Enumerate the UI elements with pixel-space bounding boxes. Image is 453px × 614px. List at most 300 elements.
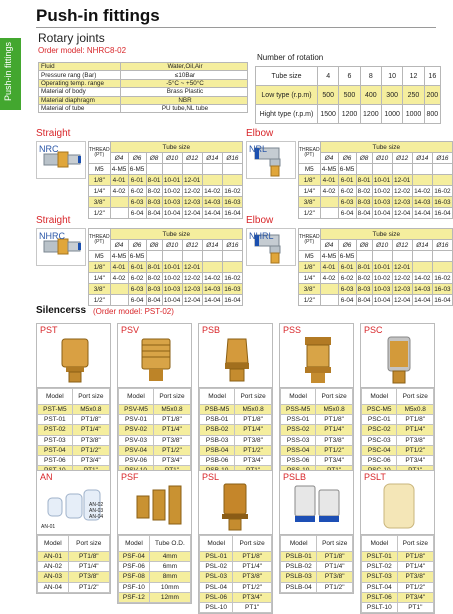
silencer-cell: PSL-10	[200, 602, 233, 612]
fit-cell	[412, 164, 432, 175]
fitting-section-title: Straight	[36, 128, 71, 139]
silencer-head-cell: Model	[38, 536, 69, 552]
rotation-cell: Hight type (r.p.m)	[256, 105, 318, 124]
fit-cell: 12-02	[394, 274, 411, 282]
fit-cell: 8-04	[147, 209, 161, 217]
rotation-cell: 250	[403, 86, 424, 105]
fitting-section-title: Straight	[36, 215, 71, 226]
silencer-cell: PT3/8"	[153, 435, 190, 445]
fit-cell: M5	[299, 251, 321, 262]
silencer-cell: PSB-M5	[200, 405, 235, 415]
fit-size-cell: Ø4	[320, 240, 338, 251]
silencer-row	[119, 435, 191, 445]
rotation-cell: Low type (r.p.m)	[256, 86, 318, 105]
silencer-cell: PT1/2"	[233, 582, 272, 592]
fit-cell: 4-M5	[111, 165, 127, 173]
rotation-table	[255, 66, 441, 124]
fit-cell	[432, 164, 452, 175]
fit-cell: 6-04	[128, 208, 146, 219]
fit-cell: 14-02	[414, 274, 431, 282]
fit-cell	[356, 164, 372, 175]
fit-cell: 14-02	[204, 187, 221, 195]
silencer-cell: PSLB-01	[281, 552, 317, 562]
fit-cell	[392, 164, 412, 175]
an-variant-label: AN-01	[41, 524, 56, 530]
fitting-model-name: NHRC	[39, 231, 65, 241]
silencer-cell: PST-06	[38, 455, 73, 465]
silencer-cell: PT1/4"	[72, 425, 109, 435]
silencer-cell: PSC-03	[362, 435, 397, 445]
fit-size-cell: Ø14	[202, 153, 222, 164]
silencer-row	[362, 602, 434, 612]
fitting-section-title: Elbow	[246, 215, 274, 226]
fit-cell	[162, 164, 182, 175]
silencer-head-cell: Port size	[72, 389, 109, 405]
silencer-cell: PT1/4"	[68, 562, 109, 572]
fit-cell: 14-04	[414, 209, 431, 217]
silencers-title: Silencerss	[36, 305, 87, 316]
fit-row	[299, 273, 453, 284]
spec-value: NBR	[121, 96, 248, 104]
fit-cell	[222, 251, 242, 262]
silencer-row	[200, 592, 272, 602]
fit-cell: 6-02	[338, 186, 356, 197]
spec-row	[39, 96, 248, 104]
silencer-cell: PT3/8"	[233, 572, 272, 582]
thread-label: THREAD (PT)	[299, 142, 321, 164]
fit-cell: 3/8"	[89, 197, 111, 208]
silencer-cell: 10mm	[149, 582, 190, 592]
silencer-head-cell: Model	[281, 536, 317, 552]
fit-cell	[432, 251, 452, 262]
fitting-model-name: NRC	[39, 144, 59, 154]
silencer-table	[199, 535, 272, 613]
silencer-head-cell: Model	[362, 389, 397, 405]
silencer-cell: PT1"	[233, 602, 272, 612]
silencer-cell: 8mm	[149, 572, 190, 582]
silencer-icon	[123, 333, 189, 387]
silencer-cell: PSLB-04	[281, 582, 317, 592]
fit-cell: 10-03	[373, 198, 391, 206]
silencer-cell: PT1/8"	[317, 552, 353, 562]
rotation-row	[256, 86, 441, 105]
fit-cell: 10-03	[163, 198, 181, 206]
fitting-section-title: Elbow	[246, 128, 274, 139]
silencer-icon	[285, 333, 351, 387]
fit-cell: 16-02	[224, 274, 241, 282]
silencer-head-cell: Model	[119, 389, 154, 405]
silencer-head-cell: Port size	[397, 389, 434, 405]
fit-size-row	[89, 153, 243, 164]
fitting-image	[246, 141, 296, 179]
silencer-head-row	[281, 536, 353, 552]
silencer-cell: PSLB-03	[281, 572, 317, 582]
fit-row	[89, 186, 243, 197]
fit-cell: 14-03	[414, 285, 431, 293]
fit-head-row	[89, 142, 243, 153]
fit-cell	[412, 175, 432, 186]
silencer-cell: PSLT-01	[362, 552, 398, 562]
tube-size-head: Tube size	[320, 142, 452, 153]
silencer-cell: PSF-04	[119, 552, 150, 562]
fit-cell: 14-04	[414, 296, 431, 304]
silencer-row	[119, 552, 191, 562]
fit-cell: 8-02	[147, 274, 161, 282]
fit-cell	[162, 251, 182, 262]
silencer-row	[38, 455, 110, 465]
silencer-cell: PT3/8"	[316, 435, 353, 445]
silencer-cell: M5x0.8	[72, 405, 109, 415]
silencer-image	[280, 471, 353, 535]
silencer-cell: AN-03	[38, 572, 69, 582]
spec-key: Material of body	[39, 88, 121, 96]
silencer-cell: PSF-12	[119, 592, 150, 602]
silencer-row	[200, 602, 272, 612]
fit-cell: 16-02	[224, 187, 241, 195]
silencer-image	[118, 324, 191, 388]
fit-size-cell: Ø10	[372, 153, 392, 164]
fit-cell: 6-04	[338, 295, 356, 306]
fit-row	[299, 208, 453, 219]
fit-cell	[182, 251, 202, 262]
silencer-cell: PT1/2"	[316, 445, 353, 455]
fit-size-cell: Ø16	[222, 240, 242, 251]
silencer-card	[36, 470, 111, 594]
fit-cell: 14-03	[414, 198, 431, 206]
rotation-cell: 1200	[360, 105, 381, 124]
silencer-cell: PT1/8"	[235, 415, 272, 425]
fit-cell	[412, 262, 432, 273]
fit-cell: 1/4"	[89, 186, 111, 197]
silencer-head-cell: Tube O.D.	[149, 536, 190, 552]
fit-cell: 1/8"	[89, 262, 111, 273]
fit-cell: 16-04	[224, 296, 241, 304]
silencer-icon	[366, 333, 432, 387]
silencer-row	[119, 445, 191, 455]
silencer-head-cell: Model	[119, 536, 150, 552]
fit-cell: 14-04	[204, 209, 221, 217]
silencer-cell: PT1/4"	[317, 562, 353, 572]
fit-row	[89, 262, 243, 273]
silencer-model-name: PSS	[283, 325, 302, 335]
fit-size-cell: Ø6	[338, 240, 356, 251]
fit-size-cell: Ø14	[202, 240, 222, 251]
fitting-image	[246, 228, 296, 266]
fit-cell	[392, 251, 412, 262]
silencer-cell: PSB-03	[200, 435, 235, 445]
silencer-cell: PSS-04	[281, 445, 316, 455]
silencer-row	[281, 435, 353, 445]
silencer-cell: PT1/8"	[233, 552, 272, 562]
fit-cell: 1/2"	[89, 208, 111, 219]
silencer-icon	[285, 480, 351, 534]
fit-size-cell: Ø14	[412, 240, 432, 251]
fit-size-cell: Ø10	[372, 240, 392, 251]
fit-cell: 8-01	[147, 263, 161, 271]
fit-row	[89, 251, 243, 262]
silencer-cell: PSB-01	[200, 415, 235, 425]
silencer-row	[119, 582, 191, 592]
silencer-row	[281, 415, 353, 425]
fit-cell: 3/8"	[89, 284, 111, 295]
silencer-cell: PSC-02	[362, 425, 397, 435]
silencer-model-name: AN	[40, 472, 53, 482]
fit-row	[89, 175, 243, 186]
fit-cell: 6-M5	[339, 165, 355, 173]
thread-label: THREAD (PT)	[299, 229, 321, 251]
silencer-row	[362, 415, 434, 425]
fit-cell	[146, 251, 162, 262]
silencer-cell: PT3/8"	[72, 435, 109, 445]
fit-cell: 10-04	[163, 209, 181, 217]
silencer-cell: AN-02	[38, 562, 69, 572]
silencer-row	[38, 562, 110, 572]
silencer-card	[198, 470, 273, 614]
fit-cell: 10-03	[163, 285, 181, 293]
fit-cell: 10-01	[163, 176, 181, 184]
silencer-cell: M5x0.8	[316, 405, 353, 415]
silencer-head-cell: Model	[38, 389, 73, 405]
fit-size-cell: Ø8	[356, 153, 372, 164]
silencer-table	[118, 388, 191, 476]
silencer-head-row	[200, 536, 272, 552]
silencer-cell: PST-01	[38, 415, 73, 425]
silencer-cell: PT1/8"	[397, 415, 434, 425]
fit-cell	[320, 284, 338, 295]
silencer-cell: PSV-03	[119, 435, 154, 445]
silencer-cell: 12mm	[149, 592, 190, 602]
fit-cell: M5	[89, 251, 111, 262]
fit-cell: 3/8"	[299, 197, 321, 208]
silencer-head-row	[38, 536, 110, 552]
silencer-cell: PSB-06	[200, 455, 235, 465]
fit-row	[89, 295, 243, 306]
fit-cell: 12-04	[184, 209, 201, 217]
silencer-cell: PT3/4"	[153, 455, 190, 465]
fit-size-row	[89, 240, 243, 251]
fit-row	[299, 186, 453, 197]
silencer-image	[118, 471, 191, 535]
fit-cell: 12-04	[394, 296, 411, 304]
silencer-row	[362, 582, 434, 592]
tube-size-head: Tube size	[110, 229, 242, 240]
silencer-cell: AN-04	[38, 582, 69, 592]
silencer-row	[38, 415, 110, 425]
tube-size-head: Tube size	[320, 229, 452, 240]
silencer-image	[361, 324, 434, 388]
fit-cell: 6-03	[128, 197, 146, 208]
silencer-head-row	[281, 389, 353, 405]
silencer-cell: PT1/8"	[397, 552, 433, 562]
fit-cell	[222, 262, 242, 273]
silencer-table	[280, 388, 353, 476]
rotation-head-cell: 12	[403, 67, 424, 86]
fit-cell: 12-02	[184, 187, 201, 195]
fit-cell: 8-03	[147, 285, 161, 293]
silencer-table	[280, 535, 353, 593]
side-tab-label: Push-in fittings	[3, 42, 13, 102]
silencer-row	[362, 425, 434, 435]
rotary-order: Order model: NHRC8-02	[38, 46, 127, 55]
fit-cell: 1/4"	[299, 273, 321, 284]
fit-cell: 6-M5	[129, 252, 145, 260]
fitting-model-name: NRL	[249, 144, 268, 154]
title-divider	[36, 27, 436, 28]
fit-size-cell: Ø8	[146, 153, 162, 164]
an-variant-label: AN-04	[89, 514, 104, 520]
fit-cell: 10-01	[163, 263, 181, 271]
fit-size-cell: Ø12	[182, 153, 202, 164]
fit-cell: 12-01	[394, 176, 411, 184]
fit-row	[89, 197, 243, 208]
fit-cell: 12-02	[184, 274, 201, 282]
silencer-row	[362, 405, 434, 415]
rotation-cell: 800	[424, 105, 440, 124]
fit-cell: 12-01	[394, 263, 411, 271]
silencer-cell: PSB-02	[200, 425, 235, 435]
silencer-cell: PT1/4"	[397, 425, 434, 435]
fit-row	[89, 208, 243, 219]
fit-cell: 16-03	[434, 285, 451, 293]
fit-row	[89, 284, 243, 295]
rotation-head-cell: 10	[381, 67, 402, 86]
silencer-cell: PSC-04	[362, 445, 397, 455]
rotation-head-row	[256, 67, 441, 86]
silencer-row	[281, 562, 353, 572]
fit-cell: 10-02	[163, 187, 181, 195]
fit-row	[299, 295, 453, 306]
fit-cell: 1/2"	[89, 295, 111, 306]
fit-cell: 8-02	[357, 274, 371, 282]
silencer-head-cell: Port size	[397, 536, 433, 552]
silencer-cell: PST-M5	[38, 405, 73, 415]
silencer-card	[360, 470, 435, 614]
fit-cell: 10-01	[373, 263, 391, 271]
fit-cell	[182, 164, 202, 175]
silencer-cell: PSL-04	[200, 582, 233, 592]
fit-cell: 6-03	[128, 284, 146, 295]
fit-cell: 1/8"	[299, 262, 321, 273]
silencer-cell: M5x0.8	[397, 405, 434, 415]
fit-cell: 8-04	[147, 296, 161, 304]
fitting-image	[36, 141, 86, 179]
rotation-head-cell: 16	[424, 67, 440, 86]
spec-key: Material of tube	[39, 104, 121, 112]
silencer-cell: PSLT-10	[362, 602, 398, 612]
fitting-model-name: NHRL	[249, 231, 274, 241]
silencer-table	[37, 535, 110, 593]
silencer-cell: PT3/4"	[233, 592, 272, 602]
fit-cell: 4-M5	[321, 252, 337, 260]
silencer-cell: PT3/4"	[397, 455, 434, 465]
silencer-icon	[123, 480, 189, 534]
spec-value: ≤10Bar	[121, 71, 248, 79]
fit-cell: 8-02	[147, 187, 161, 195]
fit-cell: 4-02	[320, 186, 338, 197]
silencer-card	[360, 323, 435, 477]
fit-cell: 1/4"	[89, 273, 111, 284]
spec-key: Operating temp. range	[39, 79, 121, 87]
thread-label: THREAD (PT)	[89, 229, 111, 251]
silencer-card	[36, 323, 111, 477]
silencer-cell: PT1/4"	[233, 562, 272, 572]
silencer-image	[37, 471, 110, 535]
silencer-row	[119, 425, 191, 435]
silencer-cell: PT3/4"	[397, 592, 433, 602]
silencer-row	[38, 582, 110, 592]
silencer-cell: PSS-01	[281, 415, 316, 425]
silencer-head-cell: Port size	[68, 536, 109, 552]
silencer-row	[200, 562, 272, 572]
fit-cell: 1/8"	[299, 175, 321, 186]
fit-cell	[372, 164, 392, 175]
silencer-cell: PSS-03	[281, 435, 316, 445]
silencer-row	[281, 445, 353, 455]
silencer-cell: PT1/2"	[397, 582, 433, 592]
fit-cell: 6-01	[128, 175, 146, 186]
silencer-cell: PT3/8"	[397, 435, 434, 445]
fit-cell: 14-02	[414, 187, 431, 195]
fitting-size-table	[298, 228, 453, 306]
silencer-cell: PSV-06	[119, 455, 154, 465]
spec-value: Water,Oil,Air	[121, 63, 248, 71]
silencer-cell: PT3/8"	[397, 572, 433, 582]
silencer-table	[199, 388, 272, 476]
fit-cell: 6-02	[128, 273, 146, 284]
fitting-size-table	[88, 228, 243, 306]
fit-cell	[202, 164, 222, 175]
rotation-label: Number of rotation	[257, 53, 324, 62]
rotation-cell: 500	[339, 86, 360, 105]
silencer-head-cell: Port size	[153, 389, 190, 405]
silencer-model-name: PSLB	[283, 472, 307, 482]
fit-size-cell: Ø16	[432, 240, 452, 251]
spec-key: Pressure rang (Bar)	[39, 71, 121, 79]
silencer-head-cell: Model	[200, 389, 235, 405]
silencer-row	[200, 425, 272, 435]
fit-cell: 12-03	[394, 198, 411, 206]
silencer-cell: PST-04	[38, 445, 73, 455]
silencer-head-cell: Port size	[316, 389, 353, 405]
tube-size-head: Tube size	[110, 142, 242, 153]
silencer-row	[281, 425, 353, 435]
rotation-head-cell: Tube size	[256, 67, 318, 86]
fit-cell: 1/2"	[299, 208, 321, 219]
fit-cell: 6-03	[338, 284, 356, 295]
fit-cell	[110, 197, 128, 208]
silencer-cell: PT3/4"	[72, 455, 109, 465]
silencer-row	[200, 582, 272, 592]
fit-cell: 14-03	[204, 198, 221, 206]
fit-cell: 6-M5	[339, 252, 355, 260]
fit-cell	[320, 295, 338, 306]
fit-cell: 12-04	[184, 296, 201, 304]
silencer-cell: M5x0.8	[153, 405, 190, 415]
silencer-row	[119, 415, 191, 425]
silencer-cell: PT3/8"	[235, 435, 272, 445]
silencer-cell: PSV-04	[119, 445, 154, 455]
silencer-card	[279, 323, 354, 477]
silencer-icon	[204, 480, 270, 534]
fit-cell	[202, 262, 222, 273]
silencer-row	[362, 455, 434, 465]
silencer-cell: PT1/2"	[317, 582, 353, 592]
fit-cell	[320, 197, 338, 208]
fit-cell: 6-02	[128, 186, 146, 197]
silencer-cell: PT1/8"	[68, 552, 109, 562]
rotary-title: Rotary joints	[38, 31, 105, 45]
fit-cell: 4-01	[110, 262, 128, 273]
